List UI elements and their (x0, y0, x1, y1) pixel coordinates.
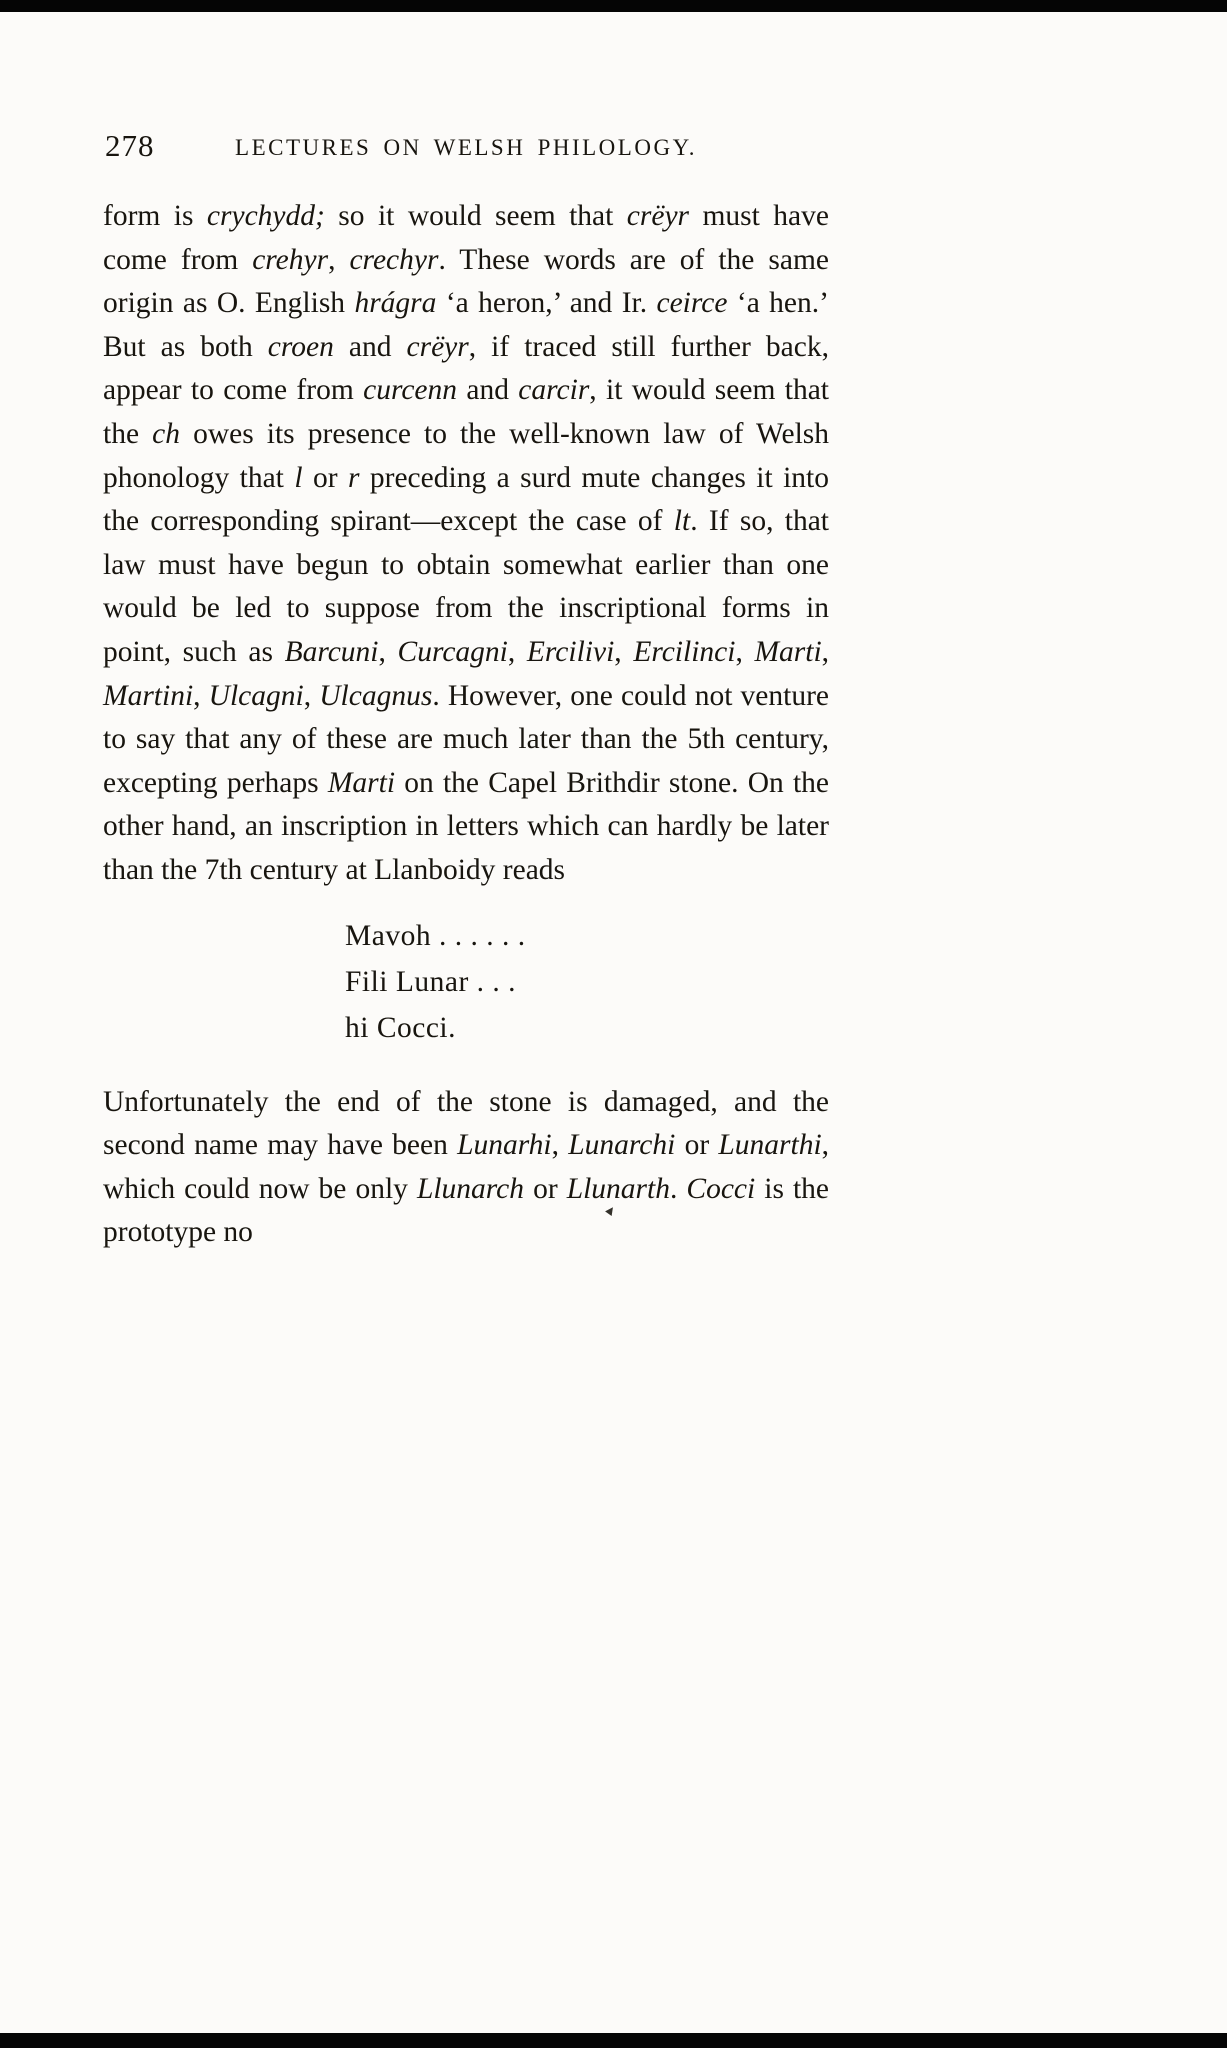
text-run: , (303, 679, 320, 712)
italic-text-run: Ulcagnus (319, 679, 433, 712)
italic-text-run: Cocci (686, 1172, 756, 1205)
italic-text-run: crëyr (626, 200, 690, 232)
text-run: owes its presence to the well-known law of Welsh phonology that (103, 417, 830, 494)
italic-text-run: Ercilinci (633, 635, 736, 668)
scan-edge-top (0, 0, 1227, 12)
italic-text-run: l (294, 461, 303, 494)
italic-text-run: carcir (518, 374, 590, 407)
text-run: Unfortunately the end of the stone is damaged, and the second name may have been (103, 1085, 829, 1162)
verse-line: hi Cocci. (345, 1011, 457, 1044)
italic-text-run: Curcagni (397, 635, 508, 668)
paragraph-closing (103, 1081, 829, 1255)
text-run: ‘a heron,’ and Ir. (436, 287, 657, 320)
text-run: must have come from (103, 200, 829, 276)
italic-text-run: Barcuni (284, 635, 379, 668)
text-run: , (193, 679, 209, 712)
text-run: or (524, 1172, 567, 1205)
ink-blemish-mark: ▸ (601, 1202, 620, 1219)
italic-text-run: croen (267, 330, 334, 363)
text-run: form is (103, 200, 207, 232)
italic-text-run: crëyr (406, 330, 469, 363)
text-run: is the prototype no (103, 1172, 830, 1249)
text-run: , (328, 243, 350, 276)
page-number: 278 (105, 128, 155, 163)
verse-line: Fili Lunar . . . (345, 965, 517, 998)
italic-text-run: Marti (754, 635, 822, 668)
text-run: and (333, 330, 407, 363)
text-run: ‘a hen.’ But as both (103, 287, 829, 363)
text-run: , it would seem that the (103, 374, 829, 450)
italic-text-run: curcenn (363, 374, 458, 407)
italic-text-run: Lunarchi (568, 1129, 676, 1162)
italic-text-run: ch (152, 417, 180, 450)
text-run: . (669, 1172, 687, 1205)
text-run: , (551, 1129, 569, 1162)
italic-text-run: lt (673, 505, 691, 538)
italic-text-run: Ulcagni (208, 679, 304, 712)
text-run: preceding a surd mute changes it into the corresponding spirant—except the case of (103, 461, 829, 538)
text-run: , (507, 635, 527, 668)
italic-text-run: crehyr (252, 243, 329, 276)
italic-text-run: Lunarhi (457, 1129, 552, 1162)
italic-text-run: Llunarch (416, 1172, 525, 1205)
text-run: . If so, that law must have begun to obtain somewhat earlier than one would be led to suppose from the inscriptional forms in point, such as (103, 505, 829, 668)
italic-text-run: r (347, 461, 360, 494)
text-run: , if traced still further back, appear to come from (103, 330, 829, 407)
text-run: or (302, 461, 348, 494)
text-run: , (614, 635, 634, 668)
italic-text-run: Ercilivi (526, 635, 615, 668)
paragraph-main (103, 195, 829, 893)
text-run: or (675, 1129, 719, 1162)
italic-text-run: ceirce (656, 287, 728, 320)
text-run: on the Capel Brithdir stone. On the other hand, an inscription in letters which can hardly be later than the 7th century at Llanboidy reads (103, 766, 830, 886)
text-column (103, 195, 829, 1255)
text-run: and (457, 374, 519, 407)
text-run: so it would seem that (324, 200, 627, 232)
verse-line: Mavoh . . . . . . (345, 919, 526, 952)
text-run: . These words are of the same origin as O. English (103, 243, 829, 320)
italic-text-run: Lunarthi (718, 1129, 822, 1162)
italic-text-run: Martini (103, 679, 194, 712)
italic-text-run: hrágra (354, 287, 437, 320)
italic-text-run: Marti (327, 766, 396, 799)
text-run: , which could now be only (103, 1129, 830, 1205)
scan-edge-bottom (0, 2033, 1227, 2048)
text-run: , (735, 635, 755, 668)
running-head (103, 126, 829, 170)
inscription-verse (345, 913, 829, 1051)
italic-text-run: Llunarth (566, 1172, 670, 1205)
italic-text-run: crychydd; (206, 200, 325, 232)
text-run: , (821, 635, 830, 668)
text-run: . However, one could not venture to say that any of these are much later than the 5th century, excepting perhaps (103, 679, 829, 799)
running-header-title: LECTURES ON WELSH PHILOLOGY. (235, 135, 697, 160)
text-run: , (378, 635, 398, 668)
italic-text-run: crechyr (349, 243, 439, 276)
